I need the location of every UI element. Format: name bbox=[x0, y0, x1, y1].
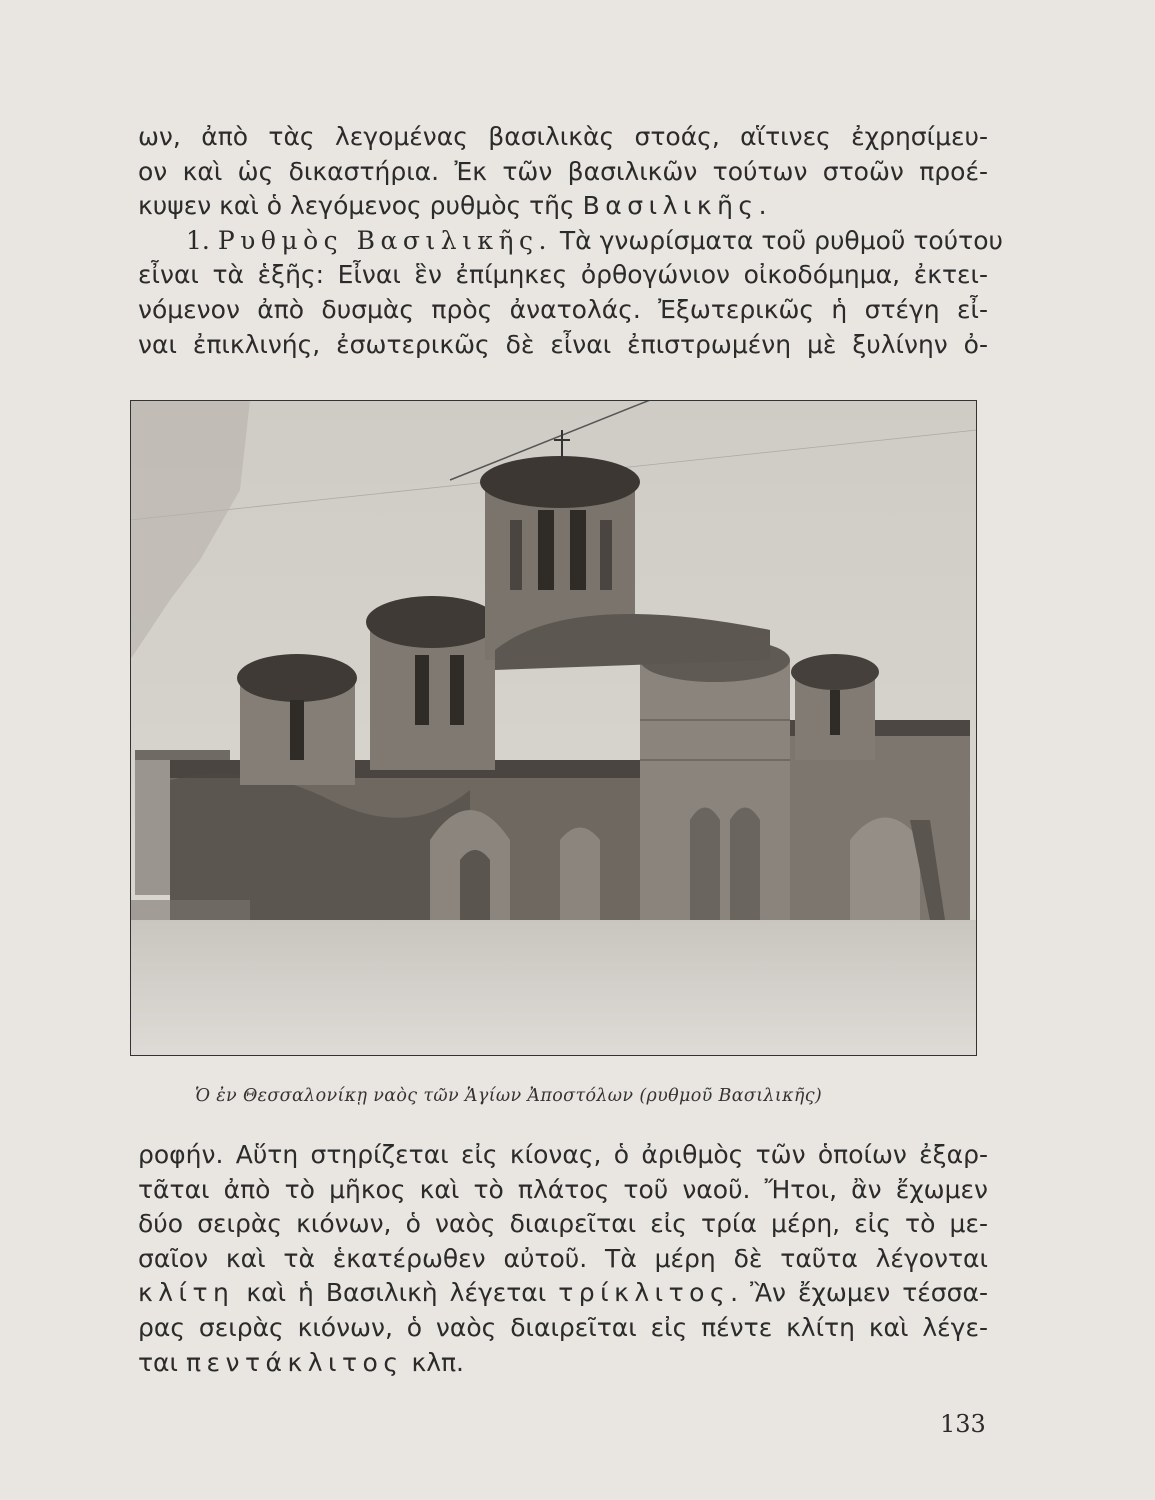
text-fragment: . Ἂν ἔχωμεν τέσσα- bbox=[730, 1278, 988, 1308]
text-line bbox=[138, 1346, 988, 1381]
text-line bbox=[138, 1276, 988, 1311]
bottom-paragraph bbox=[138, 1138, 988, 1380]
section-heading: Ρυθμὸς Βασιλικῆς. bbox=[217, 225, 552, 255]
text-line bbox=[138, 189, 988, 224]
spaced-term: Βασιλικῆς bbox=[582, 191, 759, 221]
figure-caption: Ὁ ἐν Θεσσαλονίκῃ ναὸς τῶν Ἁγίων Ἀποστόλων (ρυθμοῦ Βασιλικῆς) bbox=[195, 1086, 823, 1106]
spaced-term: κλίτη bbox=[138, 1278, 235, 1308]
text-fragment: Τὰ γνωρίσματα τοῦ ρυθμοῦ τούτου bbox=[551, 225, 1003, 255]
text-line: εἶναι τὰ ἑξῆς: Εἶναι ἓν ἐπίμηκες ὀρθογώνιον οἰκοδόμημα, ἐκτει- bbox=[138, 260, 988, 290]
section-number: 1. bbox=[186, 225, 218, 255]
text-fragment: κυψεν καὶ ὁ λεγόμενος ρυθμὸς τῆς bbox=[138, 191, 583, 221]
text-line: τᾶται ἀπὸ τὸ μῆκος καὶ τὸ πλάτος τοῦ ναοῦ. Ἤτοι, ἂν ἔχωμεν bbox=[138, 1174, 988, 1204]
church-illustration bbox=[130, 400, 977, 1056]
text-line: ον καὶ ὡς δικαστήρια. Ἐκ τῶν βασιλικῶν τούτων στοῶν προέ- bbox=[138, 156, 988, 186]
text-line: ροφήν. Αὕτη στηρίζεται εἰς κίονας, ὁ ἀριθμὸς τῶν ὁποίων ἐξαρ- bbox=[138, 1140, 988, 1169]
spaced-term: πεντάκλιτος bbox=[185, 1347, 404, 1377]
top-paragraph bbox=[138, 120, 1003, 362]
page-number: 133 bbox=[940, 1410, 986, 1438]
text-fragment: . bbox=[758, 191, 767, 221]
text-line: ρας σειρὰς κιόνων, ὁ ναὸς διαιρεῖται εἰς πέντε κλίτη καὶ λέγε- bbox=[138, 1312, 988, 1342]
text-fragment: καὶ ἡ Βασιλικὴ λέγεται bbox=[234, 1278, 559, 1308]
section-heading-line bbox=[138, 224, 1003, 259]
text-line: ναι ἐπικλινής, ἐσωτερικῶς δὲ εἶναι ἐπιστρωμένη μὲ ξυλίνην ὀ- bbox=[138, 329, 988, 359]
text-fragment: ται bbox=[138, 1347, 186, 1377]
spaced-term: τρίκλιτος bbox=[558, 1278, 731, 1308]
text-line: δύο σειρὰς κιόνων, ὁ ναὸς διαιρεῖται εἰς τρία μέρη, εἰς τὸ με- bbox=[138, 1209, 988, 1239]
text-line: σαῖον καὶ τὰ ἑκατέρωθεν αὐτοῦ. Τὰ μέρη δὲ ταῦτα λέγονται bbox=[138, 1243, 988, 1273]
text-line: νόμενον ἀπὸ δυσμὰς πρὸς ἀνατολάς. Ἐξωτερικῶς ἡ στέγη εἶ- bbox=[138, 294, 988, 324]
text-fragment: κλπ. bbox=[403, 1347, 464, 1377]
church-photograph bbox=[130, 400, 977, 1056]
text-line: ων, ἀπὸ τὰς λεγομένας βασιλικὰς στοάς, αἵτινες ἐχρησίμευ- bbox=[138, 122, 988, 151]
